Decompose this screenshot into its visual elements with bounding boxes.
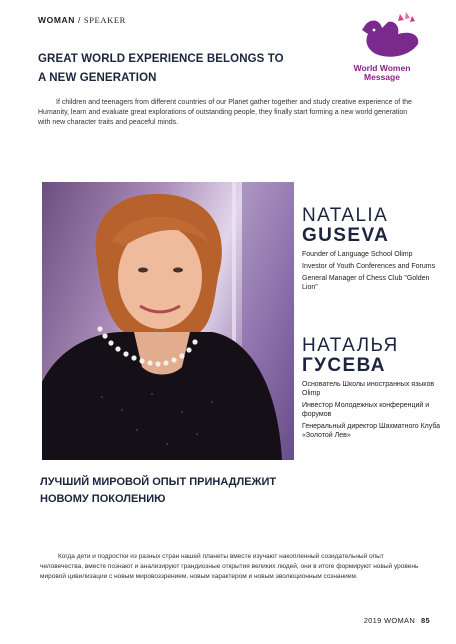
english-intro-paragraph: If children and teenagers from different countries of our Planet gather together and study creative experience of the Humanity, learn and evaluate great explorations of outstanding people, they finally start forming a new world generation with new character traits and peaceful minds.: [38, 99, 412, 126]
section-separator: /: [75, 15, 84, 25]
english-heading-line-1: GREAT WORLD EXPERIENCE BELONGS TO: [38, 53, 284, 65]
first-name-ru: НАТАЛЬЯ: [302, 335, 399, 356]
russian-heading: [40, 474, 370, 508]
world-women-message-logo: [322, 8, 442, 88]
dove-icon: [322, 8, 442, 64]
russian-intro-paragraph: Когда дети и подростки из разных стран нашей планеты вместе изучают накопленный созидательный опыт человечества, вместе познают и анализируют грандиозные открытия великих людей, они в итоге формируют новый уровень мировой цивилизации с новым мировоззрением, новым характером и новым эволюционным сознанием.: [40, 553, 419, 580]
section-header: [38, 15, 126, 25]
page-footer: [364, 616, 430, 625]
last-name-en: GUSEVA: [302, 225, 390, 246]
portrait-photo: [42, 182, 294, 460]
logo-line-1: World Women: [353, 63, 411, 73]
role-en: General Manager of Chess Club "Golden Lion": [302, 275, 430, 291]
logo-line-2: Message: [364, 72, 400, 82]
issue-label: 2019 WOMAN: [363, 616, 416, 625]
name-english: [302, 206, 389, 246]
role-en: Founder of Language School Olimp: [302, 251, 413, 258]
role-en: Investor of Youth Conferences and Forums: [302, 263, 436, 270]
role-ru: Основатель Школы иностранных языков Olimp: [302, 381, 435, 397]
page-number: 85: [421, 616, 430, 625]
english-heading-line-2: A NEW GENERATION: [38, 72, 157, 84]
english-heading: [38, 50, 338, 88]
russian-heading-line-2: НОВОМУ ПОКОЛЕНИЮ: [40, 493, 166, 505]
role-ru: Инвестор Молодежных конференций и форумов: [302, 402, 430, 418]
subsection-label: SPEAKER: [83, 15, 126, 25]
roles-english: [302, 250, 442, 295]
role-ru: Генеральный директор Шахматного Клуба «Золотой Лев»: [302, 423, 441, 439]
first-name-en: NATALIA: [302, 205, 389, 226]
logo-wordmark: [322, 64, 442, 82]
roles-russian: [302, 380, 442, 443]
last-name-ru: ГУСЕВА: [302, 355, 386, 376]
russian-heading-line-1: ЛУЧШИЙ МИРОВОЙ ОПЫТ ПРИНАДЛЕЖИТ: [40, 476, 277, 488]
name-russian: [302, 336, 399, 376]
section-label: WOMAN: [38, 15, 75, 25]
